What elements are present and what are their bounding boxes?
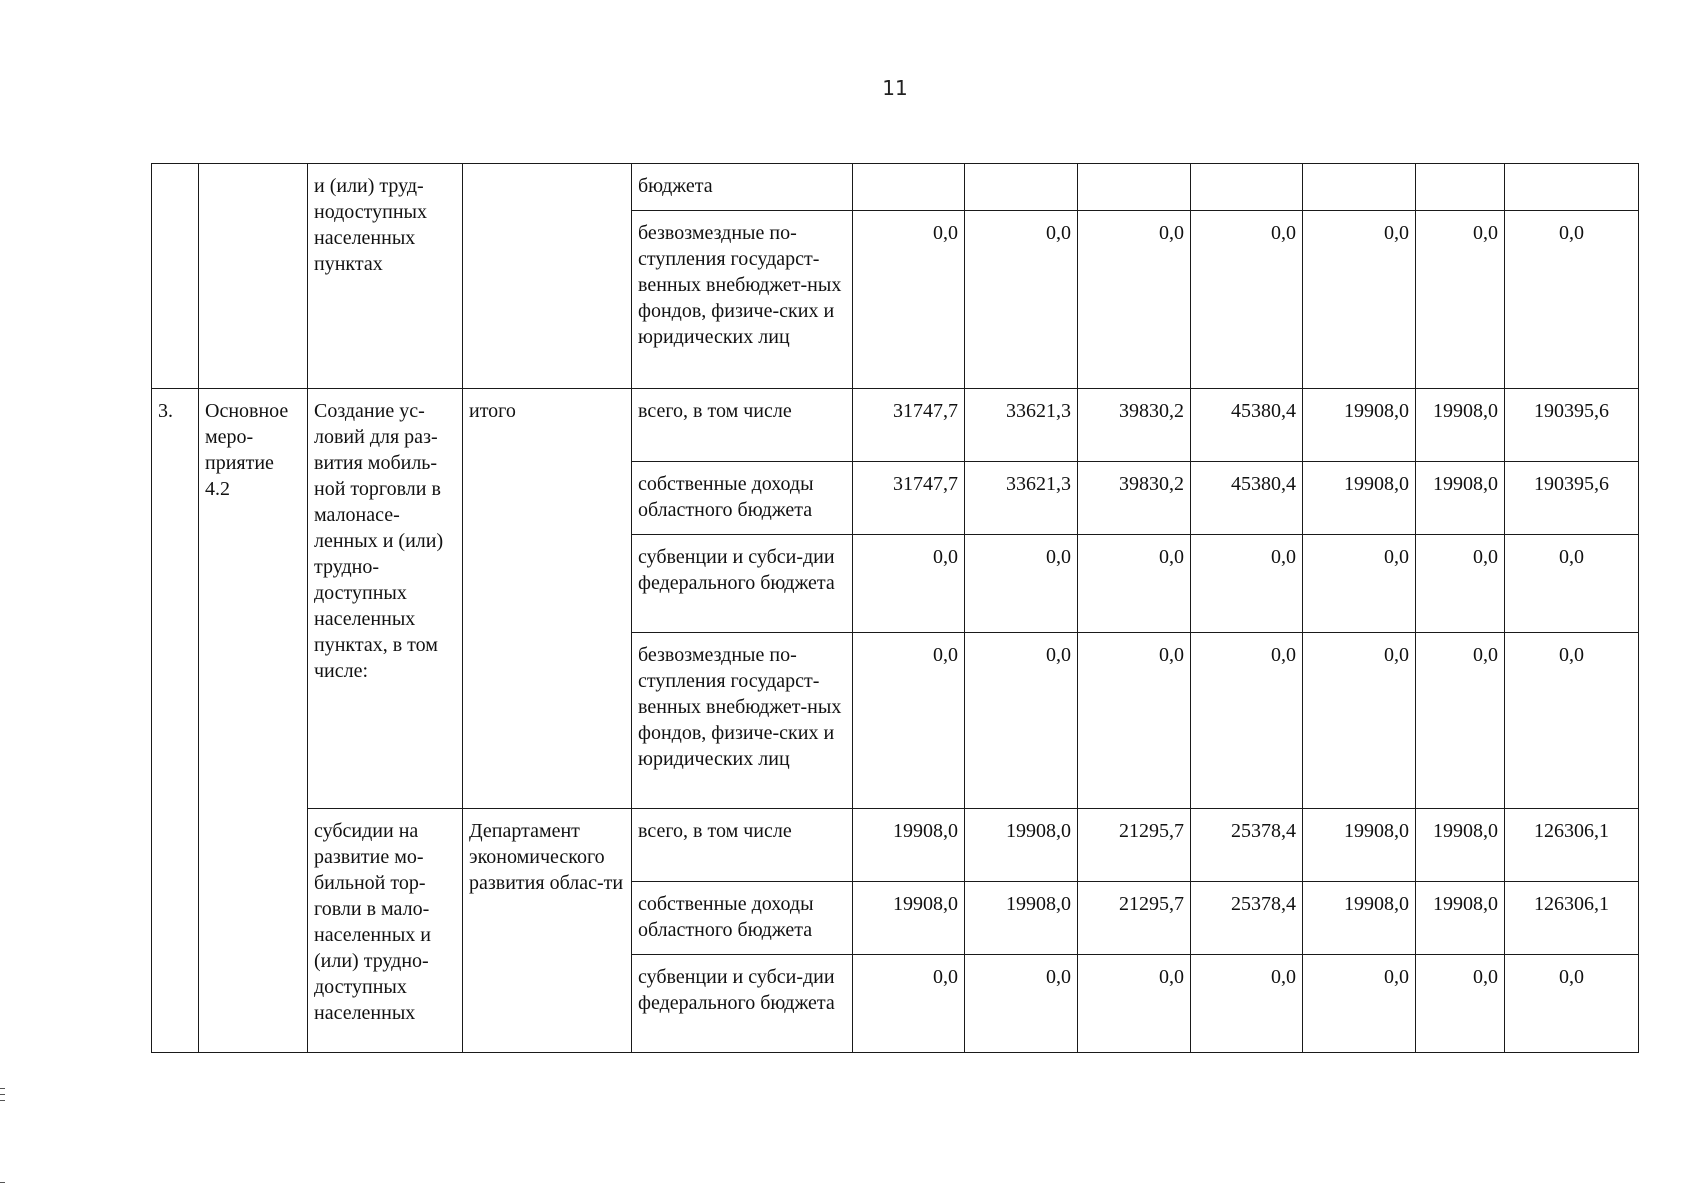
value-cell: 0,0 [965,211,1078,389]
funding-source-cell: безвозмездные по-ступления государст-венных внебюджет-ных фондов, физиче-ских и юридических лиц [632,211,853,389]
value-cell: 25378,4 [1191,809,1303,882]
row-number-cell: 3. [152,389,199,1053]
table-row [152,809,1639,882]
program-name-cell: Основное меро-приятие 4.2 [199,389,308,1053]
value-cell [1078,164,1191,211]
total-value-cell: 0,0 [1505,633,1639,809]
value-cell: 0,0 [1416,211,1505,389]
value-cell: 19908,0 [1303,882,1416,955]
funding-source-cell: субвенции и субси-дии федерального бюджета [632,955,853,1053]
value-cell: 33621,3 [965,462,1078,535]
funding-source-cell: безвозмездные по-ступления государст-венных внебюджет-ных фондов, физиче-ских и юридических лиц [632,633,853,809]
executor-cell [463,164,632,389]
funding-source-cell: бюджета [632,164,853,211]
value-cell: 0,0 [853,535,965,633]
value-cell: 0,0 [1303,633,1416,809]
total-value-cell: 190395,6 [1505,462,1639,535]
value-cell: 39830,2 [1078,389,1191,462]
value-cell [965,164,1078,211]
value-cell: 21295,7 [1078,882,1191,955]
value-cell: 0,0 [965,535,1078,633]
funding-source-cell: всего, в том числе [632,389,853,462]
value-cell: 0,0 [1191,633,1303,809]
value-cell: 0,0 [1303,955,1416,1053]
value-cell: 19908,0 [1303,462,1416,535]
scan-margin-mark [0,1094,5,1095]
total-value-cell: 0,0 [1505,535,1639,633]
value-cell: 0,0 [1191,211,1303,389]
measure-name-cell: субсидии на развитие мо-бильной тор-говли в мало-населенных и (или) трудно-доступных населенных [308,809,463,1053]
value-cell: 0,0 [1416,535,1505,633]
value-cell: 19908,0 [1416,389,1505,462]
value-cell [1416,164,1505,211]
value-cell: 0,0 [1078,211,1191,389]
value-cell: 19908,0 [965,882,1078,955]
value-cell: 0,0 [1078,535,1191,633]
value-cell: 39830,2 [1078,462,1191,535]
value-cell: 45380,4 [1191,389,1303,462]
value-cell: 25378,4 [1191,882,1303,955]
program-name-cell [199,164,308,389]
value-cell: 19908,0 [1416,462,1505,535]
measure-name-cell: и (или) труд-нодоступных населенных пунктах [308,164,463,389]
value-cell: 19908,0 [1416,809,1505,882]
value-cell: 19908,0 [853,809,965,882]
total-value-cell: 126306,1 [1505,882,1639,955]
value-cell: 0,0 [1416,633,1505,809]
value-cell [853,164,965,211]
value-cell: 19908,0 [1416,882,1505,955]
total-value-cell: 0,0 [1505,955,1639,1053]
value-cell: 19908,0 [1303,809,1416,882]
table-row [152,389,1639,462]
funding-source-cell: собственные доходы областного бюджета [632,462,853,535]
value-cell: 0,0 [965,633,1078,809]
value-cell: 0,0 [1303,535,1416,633]
total-value-cell: 126306,1 [1505,809,1639,882]
executor-cell: Департамент экономического развития облас-ти [463,809,632,1053]
page-number: 11 [882,76,908,100]
budget-table [151,163,1639,1053]
value-cell: 0,0 [1078,955,1191,1053]
value-cell: 0,0 [965,955,1078,1053]
value-cell: 21295,7 [1078,809,1191,882]
scan-margin-mark [0,1088,5,1089]
row-number-cell [152,164,199,389]
executor-cell: итого [463,389,632,809]
scan-margin-mark [0,1100,5,1101]
value-cell: 19908,0 [965,809,1078,882]
value-cell: 33621,3 [965,389,1078,462]
value-cell: 0,0 [1303,211,1416,389]
value-cell: 0,0 [853,211,965,389]
value-cell: 0,0 [1416,955,1505,1053]
value-cell [1303,164,1416,211]
funding-source-cell: всего, в том числе [632,809,853,882]
value-cell: 0,0 [1078,633,1191,809]
total-value-cell: 0,0 [1505,211,1639,389]
value-cell [1191,164,1303,211]
value-cell: 45380,4 [1191,462,1303,535]
funding-source-cell: собственные доходы областного бюджета [632,882,853,955]
value-cell: 0,0 [853,633,965,809]
total-value-cell [1505,164,1639,211]
value-cell: 0,0 [1191,535,1303,633]
scan-margin-mark [0,1182,5,1183]
table-row [152,164,1639,211]
measure-name-cell: Создание ус-ловий для раз-вития мобиль-ной торговли в малонасе-ленных и (или) трудно-доступных населенных пунктах, в том числе: [308,389,463,809]
total-value-cell: 190395,6 [1505,389,1639,462]
value-cell: 19908,0 [1303,389,1416,462]
value-cell: 0,0 [853,955,965,1053]
value-cell: 31747,7 [853,462,965,535]
funding-source-cell: субвенции и субси-дии федерального бюджета [632,535,853,633]
value-cell: 0,0 [1191,955,1303,1053]
value-cell: 19908,0 [853,882,965,955]
value-cell: 31747,7 [853,389,965,462]
